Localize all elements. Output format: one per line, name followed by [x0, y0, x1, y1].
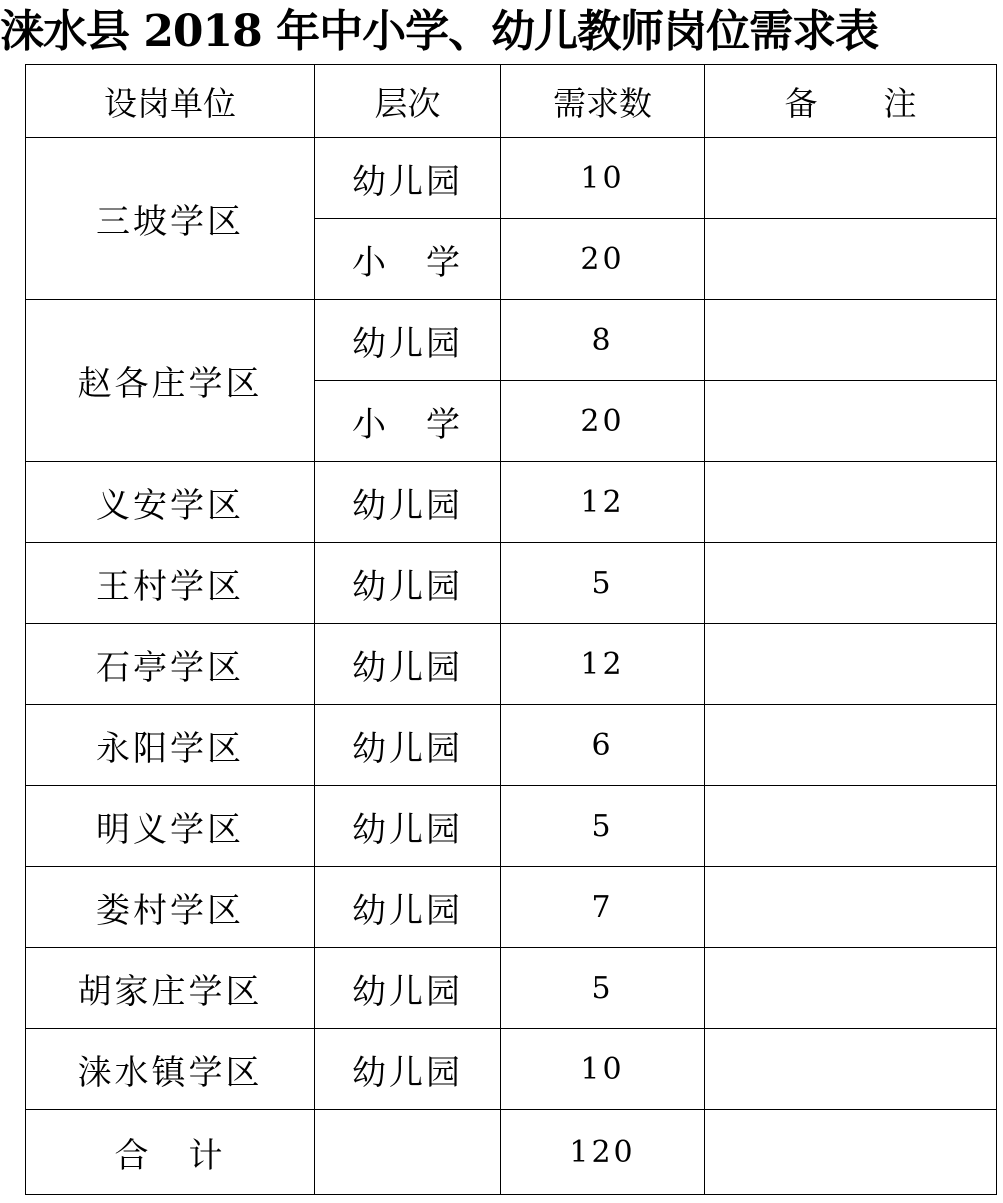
remark-cell — [705, 624, 997, 705]
remark-cell — [705, 948, 997, 1029]
demand-cell: 7 — [501, 867, 705, 948]
unit-cell: 明义学区 — [26, 786, 315, 867]
table-row — [26, 138, 997, 219]
total-label: 合 计 — [26, 1110, 315, 1195]
remark-cell — [705, 1029, 997, 1110]
table-header-row — [26, 65, 997, 138]
demand-cell: 20 — [501, 219, 705, 300]
remark-cell — [705, 786, 997, 867]
unit-cell: 义安学区 — [26, 462, 315, 543]
level-cell: 小 学 — [315, 219, 501, 300]
header-unit: 设岗单位 — [26, 65, 315, 138]
level-cell: 幼儿园 — [315, 624, 501, 705]
level-cell: 幼儿园 — [315, 867, 501, 948]
table-row — [26, 624, 997, 705]
table-row — [26, 705, 997, 786]
unit-cell: 三坡学区 — [26, 138, 315, 300]
level-cell: 幼儿园 — [315, 138, 501, 219]
table-row — [26, 1029, 997, 1110]
demand-cell: 12 — [501, 462, 705, 543]
unit-cell: 娄村学区 — [26, 867, 315, 948]
total-level-cell — [315, 1110, 501, 1195]
table-row — [26, 786, 997, 867]
total-row — [26, 1110, 997, 1195]
level-cell: 幼儿园 — [315, 948, 501, 1029]
unit-cell: 王村学区 — [26, 543, 315, 624]
demand-cell: 10 — [501, 1029, 705, 1110]
demand-cell: 10 — [501, 138, 705, 219]
remark-cell — [705, 867, 997, 948]
remark-cell — [705, 219, 997, 300]
level-cell: 幼儿园 — [315, 1029, 501, 1110]
unit-cell: 永阳学区 — [26, 705, 315, 786]
table-row — [26, 948, 997, 1029]
total-demand: 120 — [501, 1110, 705, 1195]
level-cell: 小 学 — [315, 381, 501, 462]
table-row — [26, 543, 997, 624]
unit-cell: 胡家庄学区 — [26, 948, 315, 1029]
document-title: 涞水县 2018 年中小学、幼儿教师岗位需求表 — [0, 6, 879, 57]
demand-cell: 12 — [501, 624, 705, 705]
demand-cell: 8 — [501, 300, 705, 381]
table-row — [26, 867, 997, 948]
demand-table — [25, 64, 997, 1195]
remark-cell — [705, 138, 997, 219]
remark-cell — [705, 705, 997, 786]
header-remark: 备 注 — [705, 65, 997, 138]
header-demand: 需求数 — [501, 65, 705, 138]
table-row — [26, 300, 997, 381]
remark-cell — [705, 543, 997, 624]
demand-cell: 5 — [501, 948, 705, 1029]
remark-cell — [705, 300, 997, 381]
table-row — [26, 462, 997, 543]
unit-cell: 石亭学区 — [26, 624, 315, 705]
total-remark-cell — [705, 1110, 997, 1195]
header-level: 层次 — [315, 65, 501, 138]
unit-cell: 涞水镇学区 — [26, 1029, 315, 1110]
level-cell: 幼儿园 — [315, 705, 501, 786]
level-cell: 幼儿园 — [315, 300, 501, 381]
level-cell: 幼儿园 — [315, 786, 501, 867]
remark-cell — [705, 462, 997, 543]
remark-cell — [705, 381, 997, 462]
level-cell: 幼儿园 — [315, 462, 501, 543]
demand-cell: 6 — [501, 705, 705, 786]
unit-cell: 赵各庄学区 — [26, 300, 315, 462]
demand-cell: 5 — [501, 543, 705, 624]
level-cell: 幼儿园 — [315, 543, 501, 624]
demand-cell: 5 — [501, 786, 705, 867]
demand-cell: 20 — [501, 381, 705, 462]
